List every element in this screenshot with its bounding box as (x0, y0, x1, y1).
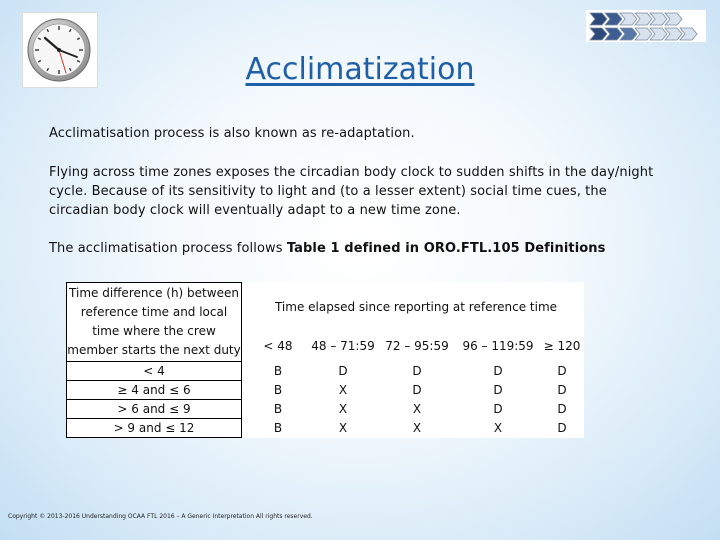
row-label: ≥ 4 and ≤ 6 (67, 381, 242, 400)
column-header: 48 – 71:59 (311, 339, 375, 354)
reference-bold: Table 1 defined in ORO.FTL.105 Definitions (286, 241, 606, 256)
table-cell: X (493, 421, 503, 435)
table-cell: D (412, 364, 422, 378)
table-cell: D (412, 383, 422, 397)
table-cell: D (493, 364, 503, 378)
table-cell: D (557, 402, 567, 416)
row-label: < 4 (67, 362, 242, 381)
row-label: > 6 and ≤ 9 (67, 400, 242, 419)
time-difference-header: Time difference (h) between reference time and local time where the crew member starts the next duty (67, 283, 242, 362)
column-header: 72 – 95:59 (385, 339, 449, 354)
reference-prefix: The acclimatisation process follows (49, 241, 287, 256)
table-row (67, 400, 585, 419)
circadian-paragraph: Flying across time zones exposes the circadian body clock to sudden shifts in the day/night cycle. Because of its sensitivity to light and (to a lesser extent) social time cues, the circadian body clock will eventually adapt to a new time zone. (49, 165, 654, 218)
table-cell: X (412, 421, 422, 435)
column-header: 96 – 119:59 (462, 339, 534, 354)
table-cell: X (412, 402, 422, 416)
table-row (67, 419, 585, 438)
time-elapsed-header: Time elapsed since reporting at reference time (274, 299, 558, 314)
copyright-footer: Copyright © 2013-2016 Understanding OCAA FTL 2016 – A Generic Interpretation All rights reserved. (8, 513, 313, 520)
table-row (67, 381, 585, 400)
column-header: ≥ 120 (543, 339, 581, 354)
intro-paragraph: Acclimatisation process is also known as re-adaptation. (49, 126, 415, 141)
table-cell: B (273, 402, 283, 416)
table-cell: D (493, 402, 503, 416)
table-row (67, 362, 585, 381)
table-cell: X (338, 402, 348, 416)
table-cell: D (557, 364, 567, 378)
table-reference-paragraph (49, 239, 659, 258)
table-cell: X (338, 421, 348, 435)
table-cell: D (338, 364, 348, 378)
table-cell: B (273, 421, 283, 435)
table-cell: B (273, 383, 283, 397)
page-title: Acclimatization (245, 52, 475, 87)
column-header: < 48 (263, 339, 293, 354)
acclimatisation-table (66, 282, 584, 438)
table-cell: B (273, 364, 283, 378)
table-cell: D (557, 421, 567, 435)
table-cell: D (557, 383, 567, 397)
chevron-arrows-icon (586, 10, 706, 42)
table-cell: X (338, 383, 348, 397)
table-cell: D (493, 383, 503, 397)
row-label: > 9 and ≤ 12 (67, 419, 242, 438)
